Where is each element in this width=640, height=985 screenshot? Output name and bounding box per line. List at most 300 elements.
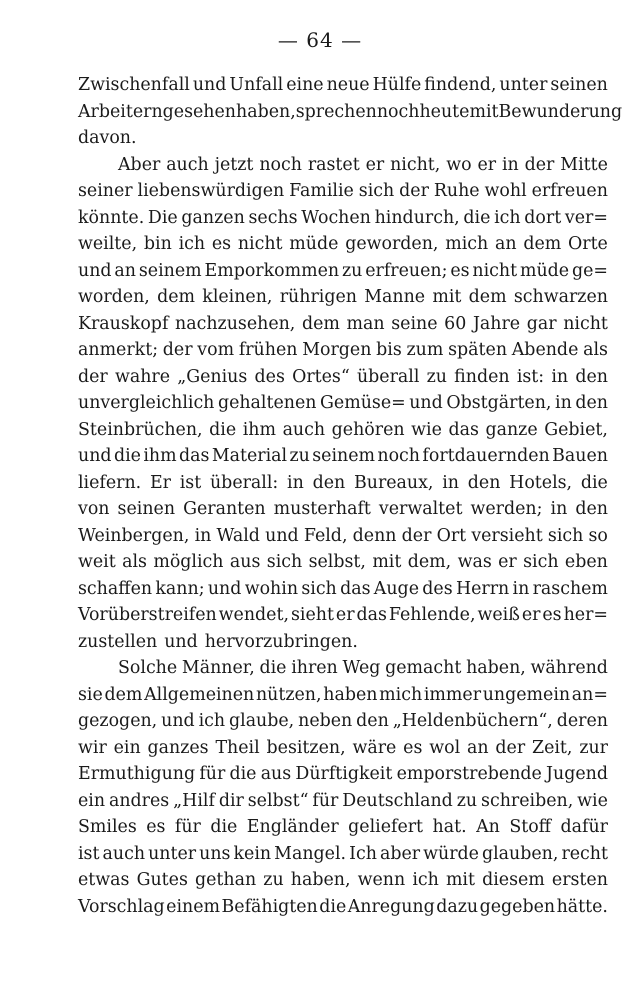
word: es xyxy=(211,234,232,254)
word: das xyxy=(448,419,479,440)
word: ver= xyxy=(564,207,608,228)
word: mit xyxy=(469,101,499,122)
word: weiß xyxy=(477,605,520,625)
word: gemacht xyxy=(385,658,462,678)
word: versieht xyxy=(471,525,543,546)
word: wie xyxy=(577,790,608,811)
word: vom xyxy=(197,340,235,360)
word: die xyxy=(259,658,287,678)
word: ihm xyxy=(242,419,276,440)
word: „Heldenbüchern“, xyxy=(392,711,553,731)
word: müde xyxy=(289,234,339,254)
word: finden xyxy=(454,366,510,387)
word: seinen xyxy=(117,499,176,519)
word: zustellen xyxy=(78,631,158,652)
text-line xyxy=(78,72,608,99)
text-line xyxy=(78,311,608,338)
word: ge= xyxy=(571,260,608,281)
word: andres xyxy=(108,790,170,811)
word: von xyxy=(78,499,110,519)
word: wohin xyxy=(244,578,299,599)
word: das xyxy=(178,446,210,466)
word: weit xyxy=(78,552,116,572)
text-line xyxy=(78,178,608,205)
word: und xyxy=(164,631,198,652)
text-line xyxy=(78,496,608,523)
word: noch xyxy=(259,154,302,175)
text-line xyxy=(78,205,608,232)
word: Ortes“ xyxy=(292,366,350,387)
word: haben, xyxy=(466,658,526,678)
word: Männer, xyxy=(181,658,255,678)
word: seinen xyxy=(550,75,608,95)
word: möglich xyxy=(153,552,224,572)
word: dem xyxy=(523,234,562,254)
word: dem xyxy=(104,684,143,705)
word: wir xyxy=(78,737,107,758)
word: Krauskopf xyxy=(78,313,169,334)
word: selbst“ xyxy=(247,790,309,811)
word: Bureaux, xyxy=(353,472,434,493)
page-number: — 64 — xyxy=(277,28,363,52)
word: Gutes xyxy=(136,870,188,890)
word: Arbeitern xyxy=(78,101,163,122)
word: haben, xyxy=(290,870,351,890)
word: dafür xyxy=(560,817,608,837)
word: ist: xyxy=(516,366,545,387)
word: und xyxy=(265,525,299,546)
text-line xyxy=(78,390,608,417)
word: der xyxy=(78,366,108,387)
word: recht xyxy=(561,843,608,864)
word: den xyxy=(356,711,389,731)
word: ersten xyxy=(551,870,608,890)
word: schwarzen xyxy=(513,287,608,307)
word: gezogen, xyxy=(78,711,158,731)
word: aus xyxy=(260,764,292,784)
word: immer xyxy=(423,684,482,705)
word: Solche xyxy=(118,658,178,678)
word: Wochen xyxy=(301,207,371,228)
word: Befähigten xyxy=(221,896,318,917)
word: den xyxy=(467,472,501,493)
word: den xyxy=(575,393,608,413)
word: und xyxy=(78,260,112,281)
text-line xyxy=(78,470,608,497)
word: liefern. xyxy=(78,472,142,493)
word: bis xyxy=(376,340,402,360)
word: zu xyxy=(289,446,310,466)
word: dem, xyxy=(407,552,452,572)
word: hindurch, xyxy=(374,207,460,228)
word: der xyxy=(495,737,526,758)
word: in xyxy=(512,578,530,599)
word: ich xyxy=(494,207,521,228)
word: den xyxy=(575,366,608,387)
word: geworden, xyxy=(345,234,439,254)
word: müde xyxy=(519,260,570,281)
word: kein xyxy=(233,843,272,864)
word: fortdauernden xyxy=(422,446,550,466)
word: geliefert xyxy=(348,817,424,837)
word: findend, xyxy=(424,75,497,95)
word: Obstgärten, xyxy=(446,393,552,413)
word: nicht xyxy=(563,313,608,334)
word: die xyxy=(580,472,608,493)
word: Anregung xyxy=(347,896,435,917)
text-line xyxy=(78,629,608,656)
word: erfreuen; xyxy=(365,260,448,281)
word: sechs xyxy=(248,207,298,228)
word: aber xyxy=(379,843,421,864)
text-line xyxy=(78,443,608,470)
word: Allgemeinen xyxy=(144,684,255,705)
word: Feld, xyxy=(303,525,348,546)
word: sich xyxy=(301,578,337,599)
text-line xyxy=(78,735,608,762)
word: zu xyxy=(426,366,447,387)
word: die xyxy=(209,419,237,440)
word: es xyxy=(542,605,562,625)
text-line xyxy=(78,125,608,152)
word: dem xyxy=(157,287,196,307)
word: „Genius xyxy=(177,366,248,387)
word: auch xyxy=(282,419,326,440)
word: werden; xyxy=(470,499,543,519)
word: Ort xyxy=(436,525,467,546)
word: als xyxy=(122,552,147,572)
word: schreiben, xyxy=(481,790,574,811)
word: raschem xyxy=(532,578,608,599)
word: an= xyxy=(571,684,608,705)
text-line xyxy=(78,152,608,179)
word: überall xyxy=(356,366,420,387)
word: haben xyxy=(323,684,378,705)
word: eine xyxy=(286,75,324,95)
word: an xyxy=(466,737,489,758)
word: die xyxy=(319,896,347,917)
word: sich xyxy=(358,181,395,201)
word: etwas xyxy=(78,870,130,890)
word: auch xyxy=(166,154,209,175)
word: Aber xyxy=(118,154,161,175)
word: nicht xyxy=(472,260,518,281)
word: ihm xyxy=(143,446,177,466)
word: Mangel. xyxy=(274,843,347,864)
word: Gebiet, xyxy=(544,419,608,440)
word: noch xyxy=(376,101,420,122)
word: Zeit, xyxy=(532,737,573,758)
word: ein xyxy=(113,737,141,758)
text-line xyxy=(78,523,608,550)
word: noch xyxy=(377,446,421,466)
word: und xyxy=(207,578,242,599)
text-line xyxy=(78,761,608,788)
word: dort xyxy=(524,207,562,228)
word: schaffen xyxy=(78,578,153,599)
text-line xyxy=(78,258,608,285)
word: Steinbrüchen, xyxy=(78,419,203,440)
word: man xyxy=(346,313,385,334)
word: er xyxy=(365,154,385,175)
word: zu xyxy=(456,790,478,811)
word: ist xyxy=(78,843,100,864)
word: wol xyxy=(429,737,461,758)
text-line xyxy=(78,788,608,815)
word: ich xyxy=(198,711,226,731)
word: für xyxy=(199,764,226,784)
word: späten xyxy=(448,340,508,360)
word: Gemüse= xyxy=(320,393,406,413)
word: Vorüberstreifen xyxy=(78,605,217,625)
word: ich xyxy=(412,870,439,890)
word: rastet xyxy=(307,154,360,175)
text-line xyxy=(78,99,623,126)
word: in xyxy=(555,393,572,413)
word: den xyxy=(575,499,608,519)
word: davon. xyxy=(78,128,137,148)
word: Hotels, xyxy=(509,472,573,493)
word: Zwischenfall xyxy=(78,75,190,95)
word: nachzusehen, xyxy=(175,313,296,334)
word: ganzes xyxy=(147,737,209,758)
word: her= xyxy=(563,605,608,625)
text-line xyxy=(78,814,608,841)
text-line xyxy=(78,655,608,682)
word: die xyxy=(113,446,141,466)
word: wäre xyxy=(352,737,397,758)
word: Er xyxy=(149,472,171,493)
text-line xyxy=(78,284,608,311)
word: erfreuen xyxy=(531,181,608,201)
word: er xyxy=(498,552,517,572)
word: Hülfe xyxy=(372,75,422,95)
word: gehaltenen xyxy=(217,393,317,413)
word: sich xyxy=(266,552,303,572)
word: Ermuthigung xyxy=(78,764,196,784)
word: in xyxy=(550,499,568,519)
word: emporstrebende xyxy=(396,764,542,784)
word: er xyxy=(521,605,541,625)
word: anmerkt; xyxy=(78,340,159,360)
text-line xyxy=(78,708,608,735)
word: gehören xyxy=(331,419,405,440)
word: Unfall xyxy=(229,75,284,95)
word: Bauen xyxy=(552,446,608,466)
word: in xyxy=(442,472,459,493)
word: ganzen xyxy=(181,207,245,228)
word: neue xyxy=(326,75,370,95)
word: jetzt xyxy=(214,154,254,175)
word: hervorzubringen. xyxy=(204,631,358,652)
word: Orte xyxy=(568,234,608,254)
word: gethan xyxy=(195,870,257,890)
word: unter xyxy=(148,843,197,864)
word: 60 xyxy=(444,313,467,334)
word: heute xyxy=(419,101,470,122)
word: Jugend xyxy=(546,764,608,784)
text-line xyxy=(78,602,608,629)
word: wahre xyxy=(114,366,171,387)
word: sich xyxy=(523,552,559,572)
word: seinem xyxy=(312,446,375,466)
word: mit xyxy=(372,552,402,572)
word: Theil xyxy=(215,737,260,758)
word: Smiles xyxy=(78,817,137,837)
word: zur xyxy=(579,737,608,758)
word: Geranten xyxy=(183,499,266,519)
word: der xyxy=(162,340,193,360)
word: kann; xyxy=(155,578,205,599)
word: Bewunderung xyxy=(498,101,623,122)
word: der xyxy=(401,525,432,546)
word: des xyxy=(254,366,285,387)
word: Stoff xyxy=(509,817,552,837)
word: denn xyxy=(352,525,397,546)
word: die xyxy=(210,817,238,837)
word: wie xyxy=(411,419,442,440)
word: Ich xyxy=(349,843,377,864)
word: in xyxy=(287,472,304,493)
word: an xyxy=(114,260,136,281)
word: ungemein xyxy=(482,684,571,705)
word: glauben, xyxy=(481,843,559,864)
text-line xyxy=(78,417,608,444)
word: es xyxy=(146,817,166,837)
word: unter xyxy=(499,75,548,95)
word: rührigen xyxy=(279,287,357,307)
word: diesem xyxy=(482,870,545,890)
word: Material xyxy=(211,446,288,466)
text-line xyxy=(78,576,608,603)
word: wohl xyxy=(484,181,527,201)
word: würde xyxy=(423,843,479,864)
word: gar xyxy=(526,313,557,334)
word: weilte, xyxy=(78,234,138,254)
text-line xyxy=(78,364,608,391)
word: den xyxy=(312,472,346,493)
word: nützen, xyxy=(255,684,322,705)
word: und xyxy=(409,393,443,413)
text-line xyxy=(78,337,608,364)
text-line xyxy=(78,231,608,258)
word: das xyxy=(340,578,371,599)
word: seine xyxy=(391,313,438,334)
word: wo xyxy=(446,154,472,175)
word: nicht, xyxy=(390,154,441,175)
word: glaube, xyxy=(229,711,295,731)
word: es xyxy=(450,260,470,281)
word: er xyxy=(335,605,355,625)
word: er xyxy=(477,154,497,175)
word: worden, xyxy=(78,287,150,307)
word: frühen xyxy=(238,340,298,360)
word: und xyxy=(161,711,195,731)
word: uns xyxy=(199,843,231,864)
word: Weg xyxy=(342,658,381,678)
text-line xyxy=(78,841,608,868)
word: Fehlende, xyxy=(388,605,476,625)
word: Weinbergen, xyxy=(78,525,190,546)
word: dem xyxy=(301,313,340,334)
word: überall: xyxy=(209,472,279,493)
word: in xyxy=(551,366,569,387)
word: in xyxy=(194,525,212,546)
word: an xyxy=(494,234,517,254)
word: so xyxy=(588,525,608,546)
word: mit xyxy=(445,870,475,890)
word: in xyxy=(501,154,519,175)
word: „Hilf xyxy=(173,790,215,811)
word: Mitte xyxy=(560,154,608,175)
text-line xyxy=(78,682,608,709)
word: An xyxy=(476,817,500,837)
word: nicht xyxy=(237,234,283,254)
word: ganze xyxy=(485,419,538,440)
word: auch xyxy=(102,843,146,864)
word: die xyxy=(229,764,257,784)
word: kleinen, xyxy=(202,287,273,307)
word: sieht xyxy=(290,605,334,625)
word: mich xyxy=(379,684,423,705)
word: seinem xyxy=(138,260,202,281)
word: dem xyxy=(468,287,507,307)
word: für xyxy=(312,790,339,811)
word: Familie xyxy=(289,181,354,201)
word: gesehen xyxy=(162,101,236,122)
word: Vorschlag xyxy=(78,896,165,917)
word: das xyxy=(356,605,387,625)
word: Auge xyxy=(373,578,419,599)
word: unvergleichlich xyxy=(78,393,215,413)
word: hätte. xyxy=(556,896,608,917)
word: mich xyxy=(445,234,489,254)
word: Abende xyxy=(511,340,579,360)
word: zu xyxy=(341,260,363,281)
word: ist xyxy=(179,472,202,493)
word: sprechen xyxy=(295,101,377,122)
word: und xyxy=(192,75,227,95)
word: gegeben xyxy=(479,896,556,917)
body-text xyxy=(78,72,623,920)
word: Die xyxy=(147,207,178,228)
word: dir xyxy=(218,790,244,811)
word: wendet, xyxy=(218,605,289,625)
word: seiner xyxy=(78,181,133,201)
word: mit xyxy=(432,287,462,307)
word: der xyxy=(524,154,555,175)
word: musterhaft xyxy=(273,499,371,519)
word: für xyxy=(174,817,201,837)
word: ein xyxy=(78,790,106,811)
word: aus xyxy=(229,552,261,572)
text-line xyxy=(78,894,608,921)
word: der xyxy=(399,181,429,201)
word: selbst, xyxy=(308,552,366,572)
word: besitzen, xyxy=(266,737,346,758)
word: zu xyxy=(263,870,284,890)
word: Emporkommen xyxy=(204,260,340,281)
word: Herrn xyxy=(455,578,510,599)
word: Manne xyxy=(364,287,426,307)
word: einem xyxy=(166,896,221,917)
word: als xyxy=(583,340,608,360)
word: ihren xyxy=(291,658,338,678)
word: zum xyxy=(406,340,444,360)
word: Ruhe xyxy=(433,181,480,201)
word: wenn xyxy=(357,870,406,890)
word: sie xyxy=(78,684,103,705)
